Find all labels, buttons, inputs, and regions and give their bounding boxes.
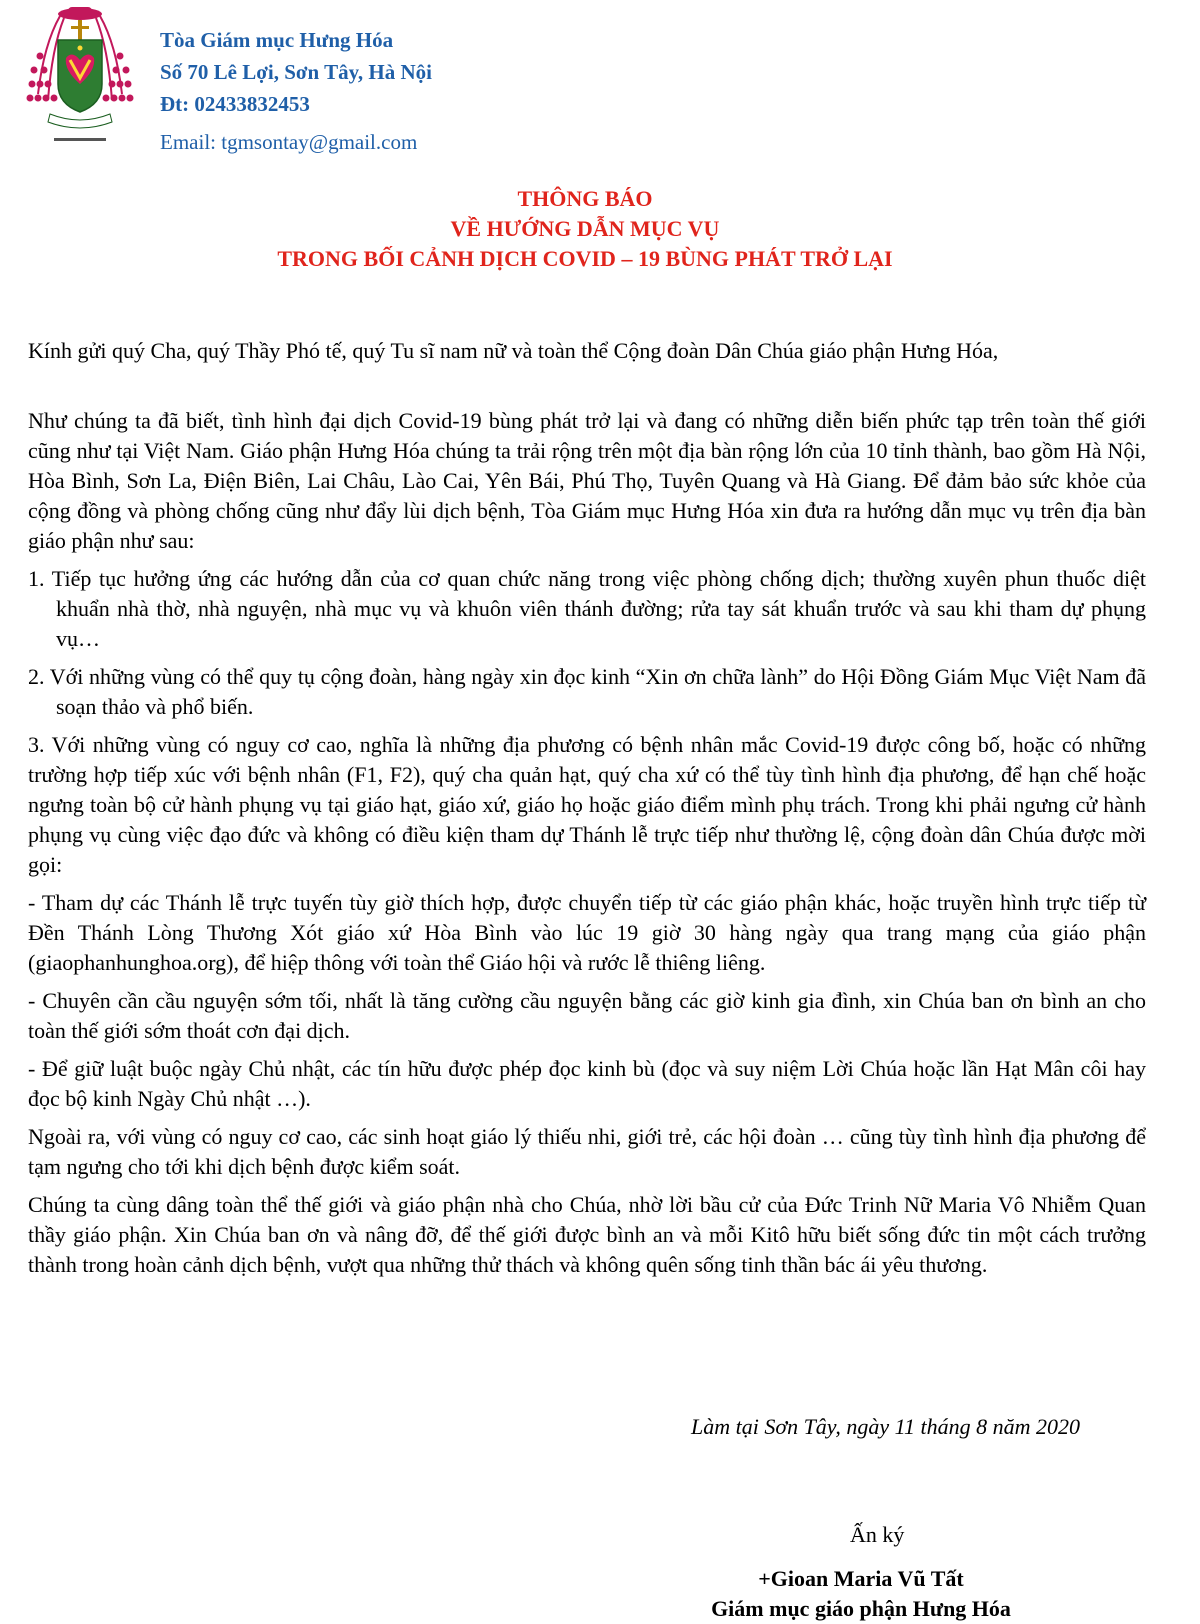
- organization-email: Email: tgmsontay@gmail.com: [160, 130, 418, 154]
- title-line-2: VỀ HƯỚNG DẪN MỤC VỤ: [450, 216, 720, 241]
- signed-note: Ấn ký: [850, 1522, 905, 1547]
- list-item-2: 2. Với những vùng có thể quy tụ cộng đoàn, hàng ngày xin đọc kinh “Xin ơn chữa lành” do Hội Đồng Giám Mục Việt Nam đã soạn thảo và phổ biến.: [28, 664, 1146, 719]
- organization-name: Tòa Giám mục Hưng Hóa: [160, 28, 394, 52]
- title-line-1: THÔNG BÁO: [517, 186, 653, 211]
- signer-name: +Gioan Maria Vũ Tất: [758, 1566, 964, 1591]
- bullet-online-mass: - Tham dự các Thánh lễ trực tuyến tùy giờ thích hợp, được chuyển tiếp từ các giáo phận khác, hoặc truyền hình trực tiếp từ Đền Thánh Lòng Thương Xót giáo xứ Hòa Bình vào lúc 19 giờ 30 hàng ngày qua trang mạng của giáo phận (giaophanhunghoa.org), để hiệp thông với toàn thể Giáo hội và rước lễ thiêng liêng.: [28, 890, 1146, 975]
- intro-paragraph: Như chúng ta đã biết, tình hình đại dịch Covid-19 bùng phát trở lại và đang có những diễn biến phức tạp trên toàn thế giới cũng như tại Việt Nam. Giáo phận Hưng Hóa chúng ta trải rộng trên một địa bàn rộng lớn của 10 tỉnh thành, bao gồm Hà Nội, Hòa Bình, Sơn La, Điện Biên, Lai Châu, Lào Cai, Yên Bái, Phú Thọ, Tuyên Quang và Hà Giang. Để đảm bảo sức khỏe của cộng đồng và phòng chống cũng như đẩy lùi dịch bệnh, Tòa Giám mục Hưng Hóa xin đưa ra hướng dẫn mục vụ trên địa bàn giáo phận như sau:: [28, 408, 1146, 553]
- salutation: Kính gửi quý Cha, quý Thầy Phó tế, quý Tu sĩ nam nữ và toàn thể Cộng đoàn Dân Chúa giáo phận Hưng Hóa,: [28, 338, 999, 363]
- organization-phone: Đt: 02433832453: [160, 92, 310, 116]
- bullet-prayer: - Chuyên cần cầu nguyện sớm tối, nhất là tăng cường cầu nguyện bằng các giờ kinh gia đình, xin Chúa ban ơn bình an cho toàn thế giới sớm thoát cơn đại dịch.: [28, 988, 1146, 1043]
- list-item-3: 3. Với những vùng có nguy cơ cao, nghĩa là những địa phương có bệnh nhân mắc Covid-19 được công bố, hoặc có những trường hợp tiếp xúc với bệnh nhân (F1, F2), quý cha quản hạt, quý cha xứ có thể tùy tình hình địa phương, để hạn chế hoặc ngưng toàn bộ cử hành phụng vụ tại giáo hạt, giáo xứ, giáo họ hoặc giáo điểm mình phụ trách. Trong khi phải ngưng cử hành phụng vụ cùng việc đạo đức và không có điều kiện tham dự Thánh lễ trực tiếp như thường lệ, cộng đoàn dân Chúa được mời gọi:: [28, 732, 1146, 877]
- paragraph-closing: Chúng ta cùng dâng toàn thể thế giới và giáo phận nhà cho Chúa, nhờ lời bầu cử của Đức Trinh Nữ Maria Vô Nhiễm Quan thầy giáo phận. Xin Chúa ban ơn và nâng đỡ, để thế giới được bình an và mỗi Kitô hữu biết sống đức tin một cách trưởng thành trong hoàn cảnh dịch bệnh, vượt qua những thử thách và không quên sống tinh thần bác ái yêu thương.: [28, 1192, 1146, 1277]
- document-body: [28, 336, 1146, 1280]
- title-line-3: TRONG BỐI CẢNH DỊCH COVID – 19 BÙNG PHÁT TRỞ LẠI: [277, 246, 893, 271]
- paragraph-other-activities: Ngoài ra, với vùng có nguy cơ cao, các sinh hoạt giáo lý thiếu nhi, giới trẻ, các hội đoàn … cũng tùy tình hình địa phương để tạm ngưng cho tới khi dịch bệnh được kiểm soát.: [28, 1124, 1146, 1179]
- header-contact: [160, 24, 432, 158]
- document-title: [0, 184, 1170, 274]
- organization-address: Số 70 Lê Lợi, Sơn Tây, Hà Nội: [160, 60, 433, 84]
- bullet-sunday-obligation: - Để giữ luật buộc ngày Chủ nhật, các tín hữu được phép đọc kinh bù (đọc và suy niệm Lời Chúa hoặc lần Hạt Mân côi hay đọc bộ kinh Ngày Chủ nhật …).: [28, 1056, 1146, 1111]
- signer-title: Giám mục giáo phận Hưng Hóa: [711, 1596, 1011, 1621]
- signature-block: [0, 1564, 1200, 1624]
- coat-of-arms-icon: [24, 4, 136, 150]
- place-date: Làm tại Sơn Tây, ngày 11 tháng 8 năm 2020: [690, 1414, 1080, 1439]
- list-item-1: 1. Tiếp tục hưởng ứng các hướng dẫn của cơ quan chức năng trong việc phòng chống dịch; thường xuyên phun thuốc diệt khuẩn nhà thờ, nhà nguyện, nhà mục vụ và khuôn viên thánh đường; rửa tay sát khuẩn trước và sau khi tham dự phụng vụ…: [28, 566, 1146, 651]
